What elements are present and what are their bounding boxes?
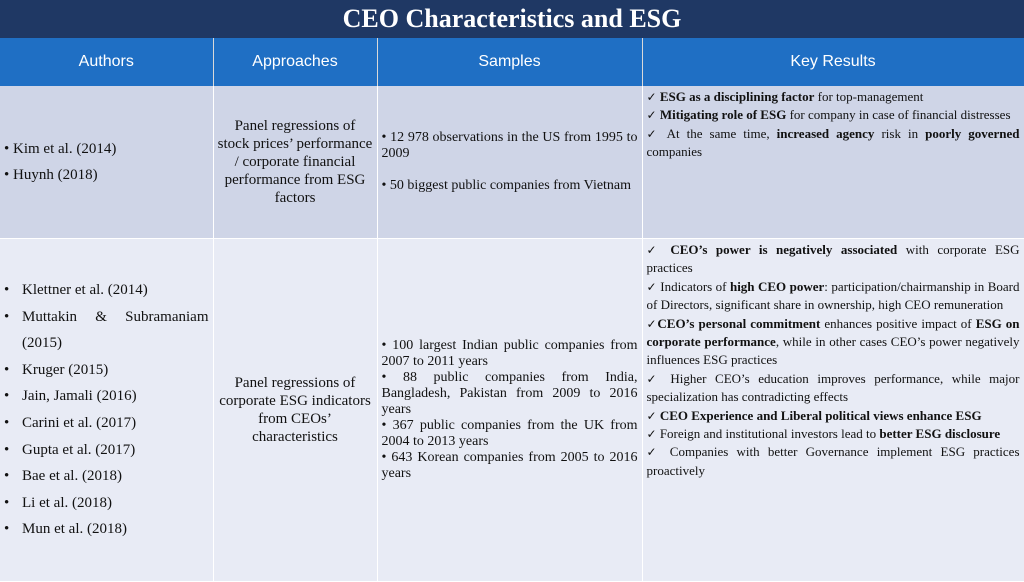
sample-text: 50 biggest public companies from Vietnam — [389, 178, 632, 193]
result-item — [647, 241, 1020, 278]
check-icon: ✓ — [646, 408, 657, 423]
result-bold: ESG as a disciplining factor — [659, 89, 815, 104]
column-header-authors: Authors — [0, 38, 213, 86]
sample-text: 12 978 observations in the US from 1995 to 2009 — [381, 130, 638, 161]
samples-cell — [377, 86, 642, 239]
column-header-key-results: Key Results — [642, 38, 1024, 86]
result-text: , while in other cases CEO’s power negatively influences ESG practices — [646, 334, 1020, 368]
author-name: Li et al. (2018) — [22, 494, 112, 511]
result-text: with corporate ESG practices — [646, 242, 1020, 276]
result-bold: high CEO power — [729, 278, 825, 294]
results-table — [0, 38, 1024, 582]
author-item: • Jain, Jamali (2016) — [4, 383, 209, 410]
author-item: • Muttakin & Subramaniam — [4, 304, 209, 331]
result-item — [647, 407, 1020, 425]
check-icon: ✓ — [646, 371, 662, 386]
result-text: Foreign and institutional investors lead to — [659, 426, 880, 442]
result-text: Companies with better Governance implement ESG practices proactively — [646, 444, 1020, 478]
result-text: : participation/chairmanship in Board of Directors, significant share in ownership, high CEO remuneration — [646, 278, 1020, 313]
check-icon: ✓ — [646, 108, 657, 123]
authors-cell — [0, 86, 213, 239]
result-item — [647, 125, 1020, 162]
result-text: for top-management — [814, 89, 924, 104]
author-item: • Bae et al. (2018) — [4, 463, 209, 490]
result-bold: CEO’s power is negatively associated — [670, 242, 898, 257]
author-name: Huynh (2018) — [13, 167, 98, 183]
author-item: • Mun et al. (2018) — [4, 516, 209, 543]
sample-item: • 367 public companies from the UK from 2004 to 2013 years — [381, 418, 638, 449]
check-icon: ✓ — [646, 90, 657, 104]
result-bold: increased agency — [776, 125, 875, 141]
sample-text: 100 largest Indian public companies from 2007 to 2011 years — [381, 338, 638, 369]
check-icon: ✓ — [646, 126, 661, 141]
sample-item: • 50 biggest public companies from Vietnam — [381, 178, 632, 193]
result-bold: Mitigating role of ESG — [659, 107, 787, 123]
author-name: Carini et al. (2017) — [22, 415, 137, 431]
result-item — [647, 106, 1020, 124]
samples-cell — [377, 239, 642, 582]
authors-cell — [0, 239, 213, 582]
table-header-row — [0, 38, 1024, 86]
sample-item: • 100 largest Indian public companies from 2007 to 2011 years — [381, 338, 638, 369]
sample-item: • 12 978 observations in the US from 1995 to 2009 — [381, 130, 638, 161]
sample-item: • 88 public companies from India, Bangladesh, Pakistan from 2009 to 2016 years — [381, 370, 638, 417]
result-item — [647, 443, 1020, 480]
sample-text: 367 public companies from the UK from 2004 to 2013 years — [381, 418, 638, 449]
sample-text: 88 public companies from India, Bangladesh, Pakistan from 2009 to 2016 years — [381, 370, 638, 417]
result-bold: CEO Experience and Liberal political views enhance ESG — [659, 407, 982, 423]
author-item: • Klettner et al. (2014) — [4, 277, 209, 304]
result-bold: ESG on corporate performance — [646, 315, 1020, 350]
result-text: Indicators of — [660, 278, 730, 294]
table-row — [0, 239, 1024, 582]
result-text: Higher CEO’s education improves performance, while major specialization has contradicting effects — [646, 370, 1020, 405]
result-text: companies — [646, 144, 703, 160]
result-item — [647, 315, 1020, 370]
result-item — [647, 278, 1020, 315]
check-icon: ✓ — [646, 427, 657, 442]
result-bold: CEO’s personal commitment — [657, 315, 821, 331]
sample-item: • 643 Korean companies from 2005 to 2016 years — [381, 450, 638, 481]
check-icon: ✓ — [646, 445, 662, 460]
author-name: Mun et al. (2018) — [22, 521, 127, 538]
slide-title: CEO Characteristics and ESG — [0, 0, 1024, 38]
author-name: Kim et al. (2014) — [13, 141, 117, 157]
result-bold: better ESG disclosure — [879, 426, 1001, 442]
table-row — [0, 86, 1024, 239]
result-text: At the same time, — [666, 125, 777, 141]
author-name: Muttakin & Subramaniam — [22, 308, 209, 325]
approach-cell: Panel regressions of stock prices’ performance / corporate financial performance from ESG factors — [213, 86, 377, 239]
author-item: • Carini et al. (2017) — [4, 410, 209, 437]
result-text: risk in — [874, 125, 926, 141]
author-item: • Huynh (2018) — [4, 167, 98, 183]
result-item — [647, 88, 1020, 106]
result-text: for company in case of financial distresses — [786, 107, 1011, 123]
column-header-samples: Samples — [377, 38, 642, 86]
result-bold: poorly governed — [925, 125, 1020, 141]
author-name: Kruger (2015) — [22, 361, 109, 378]
author-name: Jain, Jamali (2016) — [22, 388, 137, 405]
result-item — [647, 425, 1020, 443]
approach-cell: Panel regressions of corporate ESG indicators from CEOs’ characteristics — [213, 239, 377, 582]
author-item: • Li et al. (2018) — [4, 490, 209, 517]
author-item: • Kim et al. (2014) — [4, 141, 117, 157]
author-name: (2015) — [22, 335, 62, 352]
author-item: • Gupta et al. (2017) — [4, 437, 209, 464]
result-text: enhances positive impact of — [820, 315, 976, 331]
result-item — [647, 370, 1020, 407]
sample-text: 643 Korean companies from 2005 to 2016 years — [381, 450, 638, 481]
author-name: Klettner et al. (2014) — [22, 282, 148, 299]
column-header-approaches: Approaches — [213, 38, 377, 86]
author-item: • Kruger (2015) — [4, 357, 209, 384]
key-results-cell — [642, 86, 1024, 239]
author-name: Bae et al. (2018) — [22, 468, 122, 485]
check-icon: ✓ — [646, 243, 662, 257]
check-icon: ✓ — [646, 316, 658, 331]
key-results-cell — [642, 239, 1024, 582]
author-name: Gupta et al. (2017) — [22, 441, 136, 458]
author-item — [4, 330, 209, 357]
check-icon: ✓ — [646, 279, 657, 294]
